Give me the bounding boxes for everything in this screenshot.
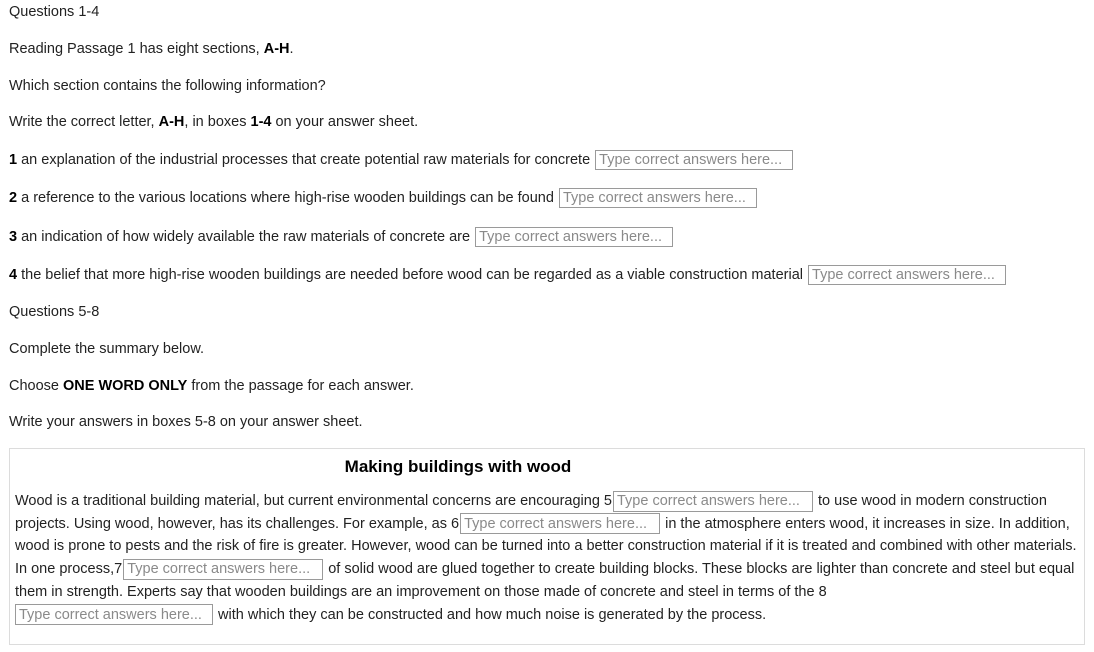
summary-segment: to use wood in modern construction projects. Using wood, however, has its challenges. For example, as 6 [15, 493, 1047, 532]
answer-input-5[interactable] [613, 491, 813, 512]
question-item [9, 227, 674, 247]
answer-input-1[interactable] [595, 150, 793, 170]
question-text: a reference to the various locations where high-rise wooden buildings can be found [17, 190, 554, 206]
instruction-which-section: Which section contains the following information? [9, 78, 326, 94]
answer-input-6[interactable] [460, 513, 660, 534]
question-item [9, 188, 758, 208]
instruction-sections-end: . [289, 41, 294, 57]
question-text: an explanation of the industrial processes that create potential raw materials for concrete [17, 152, 591, 168]
summary-title: Making buildings with wood [344, 457, 572, 476]
instruction-write-letter-end: on your answer sheet. [271, 114, 419, 130]
instruction-sections [9, 39, 294, 59]
instruction-box-range: 1-4 [250, 114, 272, 130]
instruction-one-word [9, 376, 414, 396]
instruction-one-word-end: from the passage for each answer. [187, 378, 414, 394]
instruction-write-letter-mid: , in boxes [184, 114, 251, 130]
answer-input-2[interactable] [559, 188, 757, 208]
question-text: the belief that more high-rise wooden buildings are needed before wood can be regarded as a viable construction material [17, 267, 803, 283]
questions-1-4-heading: Questions 1-4 [9, 4, 100, 20]
answer-input-7[interactable] [123, 559, 323, 580]
answer-input-4[interactable] [808, 265, 1006, 285]
instruction-sections-range: A-H [263, 41, 290, 57]
summary-box [9, 448, 1085, 645]
summary-segment: with which they can be constructed and how much noise is generated by the process. [214, 606, 767, 623]
questions-5-8-heading: Questions 5-8 [9, 304, 100, 320]
question-number: 3 [9, 229, 18, 245]
instruction-write-letter [9, 112, 418, 132]
answer-input-3[interactable] [475, 227, 673, 247]
question-text: an indication of how widely available the raw materials of concrete are [17, 229, 471, 245]
question-number: 4 [9, 267, 18, 283]
question-number: 2 [9, 190, 18, 206]
instruction-write-letter-text: Write the correct letter, [9, 114, 159, 130]
question-item [9, 150, 794, 170]
instruction-one-word-text: Choose [9, 378, 64, 394]
instruction-letter-range: A-H [158, 114, 185, 130]
answer-input-8[interactable] [15, 604, 213, 625]
instruction-one-word-emphasis: ONE WORD ONLY [63, 378, 188, 394]
instruction-write-answers: Write your answers in boxes 5-8 on your answer sheet. [9, 414, 363, 430]
instruction-sections-text: Reading Passage 1 has eight sections, [9, 41, 264, 57]
summary-segment: in the atmosphere enters wood, it increases in size. In addition, wood is prone to pests and the risk of fire is greater. However, wood can be turned into a better construction material if it is treated and combined with other materials. In one process,7 [15, 515, 1077, 578]
summary-text [15, 490, 1083, 626]
summary-segment: Wood is a traditional building material, but current environmental concerns are encouraging 5 [15, 493, 612, 509]
question-number: 1 [9, 152, 18, 168]
summary-segment: of solid wood are glued together to create building blocks. These blocks are lighter than concrete and steel but equal them in strength. Experts say that wooden buildings are an improvement on those made of concrete and steel in terms of the 8 [15, 561, 1075, 600]
instruction-complete-summary: Complete the summary below. [9, 341, 205, 357]
question-item [9, 265, 1007, 285]
